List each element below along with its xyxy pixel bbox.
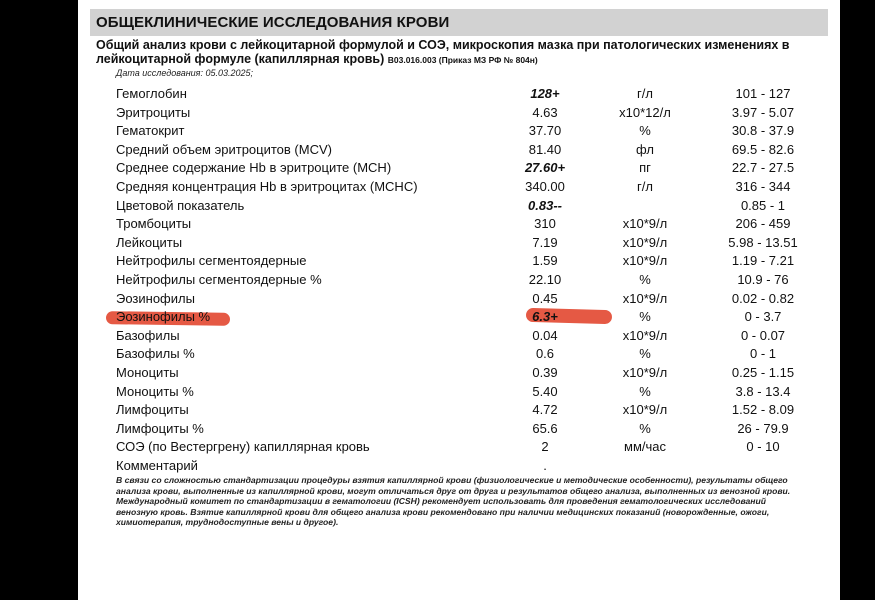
result-reference: 0 - 0.07 [740, 327, 786, 343]
result-value: 310 [534, 216, 556, 232]
result-unit: пг [639, 160, 651, 176]
result-unit: x10*12/л [619, 104, 671, 120]
result-reference: 69.5 - 82.6 [731, 141, 795, 157]
result-reference: 206 - 459 [735, 216, 791, 232]
section-title: ОБЩЕКЛИНИЧЕСКИЕ ИССЛЕДОВАНИЯ КРОВИ [96, 14, 450, 31]
result-reference: 5.98 - 13.51 [728, 234, 798, 250]
result-value: . [543, 457, 547, 473]
result-name: СОЭ (по Вестергрену) капиллярная кровь [116, 439, 370, 455]
table-row [0, 326, 875, 345]
result-unit: фл [636, 141, 654, 157]
test-code: В03.016.003 (Приказ МЗ РФ № 804н) [387, 55, 538, 65]
result-value: 1.59 [532, 253, 558, 269]
result-reference: 0 - 1 [749, 346, 776, 362]
result-unit: x10*9/л [622, 216, 668, 232]
result-value: 340.00 [525, 178, 565, 194]
result-reference: 0 - 10 [746, 439, 780, 455]
result-value: 6.3+ [532, 309, 558, 325]
table-row [0, 270, 875, 289]
result-name: Тромбоциты [116, 216, 192, 232]
result-name: Базофилы [116, 327, 180, 343]
result-name: Лимфоциты % [116, 420, 204, 436]
result-value: 37.70 [528, 123, 562, 139]
result-unit: x10*9/л [622, 402, 668, 418]
result-value: 27.60+ [524, 160, 566, 176]
table-row [0, 382, 875, 401]
result-value: 4.72 [532, 402, 558, 418]
result-reference: 10.9 - 76 [737, 271, 789, 287]
result-value: 0.6 [535, 346, 555, 362]
result-value: 4.63 [532, 104, 558, 120]
result-value: 5.40 [532, 383, 558, 399]
result-unit: x10*9/л [622, 364, 668, 380]
result-unit: мм/час [624, 439, 666, 455]
result-reference: 26 - 79.9 [737, 420, 789, 436]
table-row [0, 289, 875, 308]
result-reference: 316 - 344 [735, 178, 791, 194]
result-reference: 0 - 3.7 [744, 309, 782, 325]
result-unit: % [639, 383, 651, 399]
result-unit: % [639, 420, 651, 436]
test-name: Общий анализ крови с лейкоцитарной формулой и СОЭ, микроскопия мазка при патологических изменениях в лейкоцитарной формуле (капиллярная кровь) [96, 38, 790, 66]
result-value: 7.19 [532, 234, 558, 250]
section-header [90, 9, 828, 36]
result-value: 22.10 [528, 271, 562, 287]
result-unit: x10*9/л [622, 234, 668, 250]
result-unit: г/л [637, 86, 653, 101]
result-name: Гемоглобин [116, 86, 187, 101]
result-unit: г/л [637, 178, 653, 194]
result-value: 0.83-- [528, 197, 562, 213]
table-row [0, 233, 875, 252]
table-row [0, 400, 875, 419]
table-row [0, 121, 875, 140]
result-value: 65.6 [532, 420, 558, 436]
table-row [0, 437, 875, 456]
table-row [0, 456, 875, 475]
table-row [0, 251, 875, 270]
result-value: 0.45 [532, 290, 558, 306]
result-name: Эритроциты [116, 104, 191, 120]
result-name: Среднее содержание Hb в эритроците (MCH) [116, 160, 392, 176]
result-name: Базофилы % [116, 346, 195, 362]
result-reference: 0.25 - 1.15 [731, 364, 795, 380]
result-name: Моноциты [116, 364, 179, 380]
table-row [0, 419, 875, 438]
results-table [0, 84, 875, 474]
result-reference: 3.8 - 13.4 [735, 383, 791, 399]
result-unit: % [639, 123, 651, 139]
result-name: Цветовой показатель [116, 197, 245, 213]
result-reference: 101 - 127 [735, 86, 791, 101]
test-description [96, 38, 831, 67]
result-unit: % [639, 271, 651, 287]
result-name: Моноциты % [116, 383, 194, 399]
result-name: Эозинофилы % [116, 309, 211, 325]
table-row [0, 196, 875, 215]
result-unit: x10*9/л [622, 253, 668, 269]
test-date: Дата исследования: 05.03.2025; [116, 68, 254, 78]
table-row [0, 307, 875, 326]
result-value: 128+ [530, 86, 560, 101]
result-name: Гематокрит [116, 123, 185, 139]
table-row [0, 344, 875, 363]
result-name: Средняя концентрация Hb в эритроцитах (MCHC) [116, 178, 418, 194]
result-name: Нейтрофилы сегментоядерные % [116, 271, 322, 287]
result-name: Лимфоциты [116, 402, 189, 418]
result-unit: % [639, 346, 651, 362]
result-name: Комментарий [116, 457, 198, 473]
result-value: 2 [541, 439, 549, 455]
result-value: 0.39 [532, 364, 558, 380]
result-name: Лейкоциты [116, 234, 183, 250]
table-row [0, 158, 875, 177]
table-row [0, 140, 875, 159]
table-row [0, 177, 875, 196]
result-reference: 1.52 - 8.09 [731, 402, 795, 418]
result-name: Эозинофилы [116, 290, 195, 306]
result-name: Нейтрофилы сегментоядерные [116, 253, 307, 269]
result-value: 0.04 [532, 327, 558, 343]
footnote: В связи со сложностью стандартизации процедуры взятия капиллярной крови (физиологические и методические особенности), результаты общего анализа крови, выполненные из капиллярной крови, могут отличаться друг от друга и результатов общего анализа, выполненных из венозной крови. Международный комитет по стандартизации в гематологии (ICSH) рекомендует использовать для проведения гематологических исследований венозную кровь. Взятие капиллярной крови для общего анализа крови рекомендовано при наличии медицинских показаний (новорожденные, ожоги, химиотерапия, труднодоступные вены и другое). [116, 475, 791, 528]
table-row [0, 84, 875, 103]
table-row [0, 363, 875, 382]
result-reference: 0.85 - 1 [740, 197, 786, 213]
result-reference: 30.8 - 37.9 [731, 123, 795, 139]
result-unit: x10*9/л [622, 327, 668, 343]
result-unit: % [639, 309, 651, 325]
result-reference: 1.19 - 7.21 [731, 253, 795, 269]
result-name: Средний объем эритроцитов (MCV) [116, 141, 332, 157]
result-reference: 0.02 - 0.82 [731, 290, 795, 306]
table-row [0, 103, 875, 122]
table-row [0, 214, 875, 233]
result-value: 81.40 [528, 141, 562, 157]
result-reference: 22.7 - 27.5 [731, 160, 795, 176]
result-unit: x10*9/л [622, 290, 668, 306]
result-reference: 3.97 - 5.07 [731, 104, 795, 120]
